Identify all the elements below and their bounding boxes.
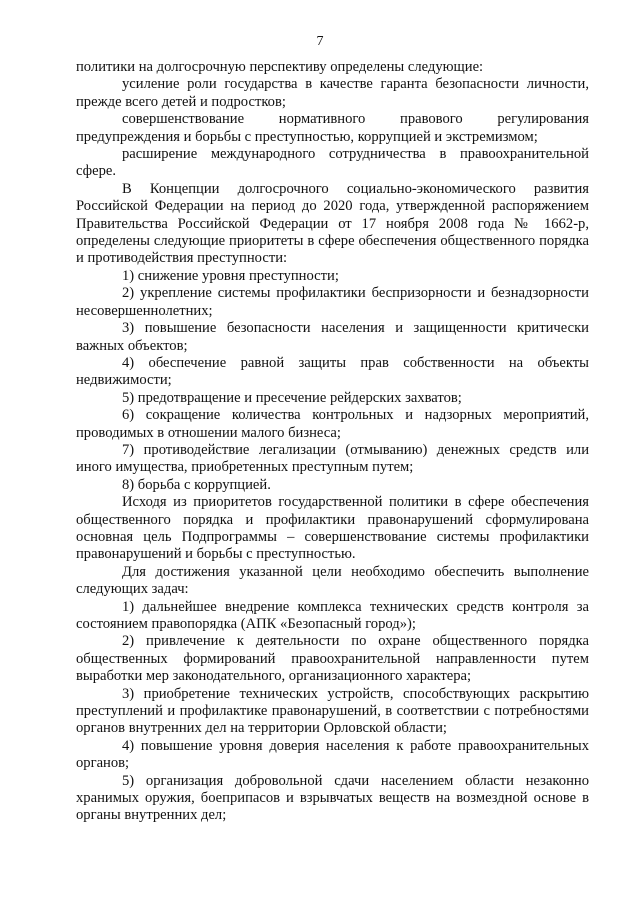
page-number: 7	[316, 34, 324, 49]
list-item-priority-7: 7) противодействие легализации (отмыванию) денежных средств или иного имущества, приобретенных преступным путем;	[76, 441, 589, 476]
paragraph-priority-role-of-state: усиление роли государства в качестве гаранта безопасности личности, прежде всего детей и подростков;	[76, 76, 589, 110]
list-item-priority-3: 3) повышение безопасности населения и защищенности критически важных объектов;	[76, 320, 589, 354]
list-item-task-1: 1) дальнейшее внедрение комплекса технических средств контроля за состоянием правопорядка (АПК «Безопасный город»);	[76, 598, 589, 632]
paragraph-priority-regulation: совершенствование нормативного правового регулирования предупреждения и борьбы с преступностью, коррупцией и экстремизмом;	[76, 111, 589, 145]
list-item-priority-6: 6) сокращение количества контрольных и надзорных мероприятий, проводимых в отношении малого бизнеса;	[76, 407, 589, 441]
paragraph-main-goal: Исходя из приоритетов государственной политики в сфере обеспечения общественного порядка и профилактики правонарушений сформулирована основная цель Подпрограммы – совершенствование системы профилактики правонарушений и борьбы с преступностью.	[76, 494, 589, 563]
list-item-priority-5: 5) предотвращение и пресечение рейдерских захватов;	[122, 389, 462, 406]
paragraph-concept-2020: В Концепции долгосрочного социально-экономического развития Российской Федерации на период до 2020 года, утвержденной распоряжением Правительства Российской Федерации от 17 ноября 2008 года № 1662-р, определены следующие приоритеты в сфере обеспечения общественного порядка и противодействия преступности:	[76, 180, 589, 267]
list-item-task-5: 5) организация добровольной сдачи населением области незаконно хранимых оружия, боеприпасов и взрывчатых веществ на возмездной основе в органы внутренних дел;	[76, 772, 589, 824]
list-item-priority-8: 8) борьба с коррупцией.	[122, 476, 271, 493]
list-item-task-3: 3) приобретение технических устройств, способствующих раскрытию преступлений и профилактике правонарушений, в соответствии с потребностями органов внутренних дел на территории Орловской области;	[76, 685, 589, 737]
document-body	[76, 59, 589, 825]
paragraph-tasks-intro: Для достижения указанной цели необходимо обеспечить выполнение следующих задач:	[76, 563, 589, 598]
list-item-task-2: 2) привлечение к деятельности по охране общественного порядка общественных формирований правоохранительной направленности путем выработки мер законодательного, организационного характера;	[76, 633, 589, 685]
list-item-task-4: 4) повышение уровня доверия населения к работе правоохранительных органов;	[76, 737, 589, 772]
paragraph-continuation: политики на долгосрочную перспективу определены следующие:	[76, 59, 484, 75]
paragraph-priority-international: расширение международного сотрудничества в правоохранительной сфере.	[76, 146, 589, 180]
list-item-priority-2: 2) укрепление системы профилактики беспризорности и безнадзорности несовершеннолетних;	[76, 285, 589, 319]
list-item-priority-4: 4) обеспечение равной защиты прав собственности на объекты недвижимости;	[76, 354, 589, 389]
list-item-priority-1: 1) снижение уровня преступности;	[122, 267, 339, 284]
